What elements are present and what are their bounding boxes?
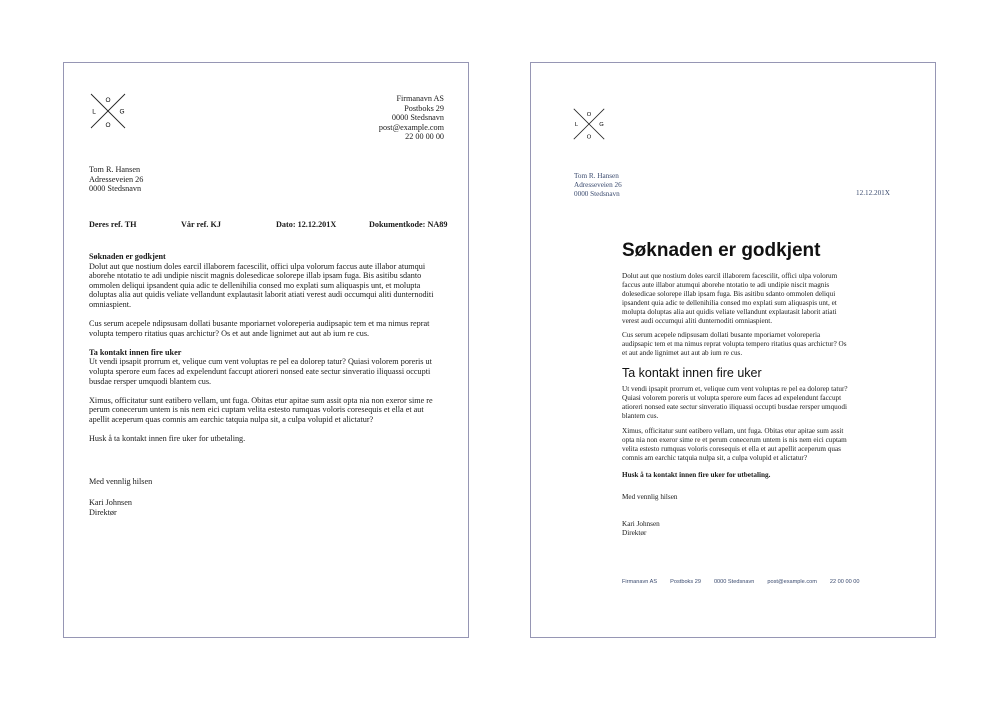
recipient-name: Tom R. Hansen — [89, 165, 141, 174]
recipient-city: 0000 Stedsnavn — [89, 184, 142, 194]
body-subtitle: Ta kontakt innen fire uker — [622, 366, 762, 381]
letter-page-classic — [63, 62, 469, 638]
body-paragraph-2: Cus serum acepele ndipsusam dollati busante mporiarnet voloreperia audipsapic tem et ma nimus reprat volupta tempero ritatius quas archictur? Os et aut ande lignimet aut aut ab ium re cus. — [622, 331, 847, 358]
footer-street: Postboks 29 — [670, 579, 701, 585]
logo-mark — [572, 107, 606, 141]
company-phone: 22 00 00 00 — [405, 132, 444, 142]
body-paragraph-5: Husk å ta kontakt innen fire uker for utbetaling. — [89, 433, 246, 443]
company-street: Postboks 29 — [404, 103, 444, 113]
body-paragraph-1: Dolut aut que nostium doles earcil illaborem facescilit, offici ulpa volorum faccus aute illabor atumqui aborehe ntotatio te adi undipie niscit magnis dolesedicae solorepe illab ipsam fuga. Bis asitibu sdanto ommolen deliqui ipsandent quia adic te dellenihilia consed mo explati sum aliquaspis unt, et molupta doluptas alia aut quidis veliate vellandunt explautasit laborit atiati verest audi occumqui aliti dunternoditi omniaspient. — [622, 272, 838, 325]
letter-page-modern — [530, 62, 936, 638]
letter-title: Søknaden er godkjent — [622, 240, 821, 261]
logo-letter-left: L — [92, 108, 96, 116]
logo — [89, 92, 127, 130]
body-heading: Søknaden er godkjent — [89, 252, 166, 261]
letter-body — [622, 272, 852, 468]
body-paragraph-3: Ut vendi ipsapit prorrum et, velique cum vent voluptas re pel ea dolorep tatur? Quiasi volorem poreris ut volupta sperore eum faces ad expelendunt faccupt atioreri nonsed eate sectur sinveratio iliquassi occupti busdae rersper umquodi blantem cus. — [622, 385, 848, 420]
body-paragraph-2: Cus serum acepele ndipsusam dollati busante mporiarnet voloreperia audipsapic tem et ma nimus reprat volupta tempero ritatius quas archictur? Os et aut ande lignimet aut aut ab ium re cus. — [89, 319, 430, 338]
footer-phone: 22 00 00 00 — [829, 579, 860, 585]
company-email: post@example.com — [378, 122, 444, 132]
footer-company-name: Firmanavn AS — [622, 579, 658, 585]
recipient-street: Adresseveien 26 — [89, 174, 144, 184]
logo-letter-top: O — [586, 111, 592, 118]
logo — [572, 107, 606, 141]
letter-body — [89, 252, 437, 453]
recipient-address — [89, 165, 143, 194]
logo-letter-right: G — [119, 108, 125, 116]
logo-mark — [89, 92, 127, 130]
signer-name: Kari Johnsen — [622, 520, 660, 528]
body-paragraph-1: Dolut aut que nostium doles earcil illaborem facescilit, offici ulpa volorum faccus aute illabor atumqui aborehe ntotatio te adi undipie niscit magnis dolesedicae solorepe illab ipsam fuga. Bis asitibu sdanto ommolen deliqui ipsandent quia adic te dellenihilia consed mo explati sum aliquaspis unt, et molupta doluptas alia aut quidis veliate vellandunt explautasit laborit atiati verest audi occumqui aliti dunternoditi omniaspient. — [89, 261, 434, 309]
logo-letter-top: O — [105, 97, 111, 104]
logo-letter-bottom: O — [105, 122, 111, 129]
recipient-city: 0000 Stedsnavn — [574, 189, 620, 198]
logo-letter-left: L — [574, 122, 579, 129]
company-name: Firmanavn AS — [396, 94, 444, 103]
body-paragraph-5: Husk å ta kontakt innen fire uker for utbetaling. — [622, 471, 771, 479]
closing: Med vennlig hilsen — [622, 493, 678, 501]
company-city: 0000 Stedsnavn — [391, 113, 444, 123]
footer — [622, 579, 859, 585]
letter-date: 12.12.201X — [856, 189, 890, 197]
body-subheading: Ta kontakt innen fire uker — [89, 347, 182, 357]
company-address — [379, 94, 444, 142]
recipient-address — [574, 172, 622, 199]
recipient-name: Tom R. Hansen — [574, 172, 619, 180]
footer-city: 0000 Stedsnavn — [713, 579, 755, 585]
recipient-street: Adresseveien 26 — [574, 180, 622, 189]
body-paragraph-4: Ximus, officitatur sunt eatibero vellam, unt fuga. Obitas etur apitae sum assit opta nia non exeror sime re perum conecerum untem is nis nem eici cuptam velita estesto rumquas voloris coresequis et ella et aut apellit aceperum quas comnis am earchic tatquia nulpa sit, a culpa volupid et alictatur? — [89, 395, 433, 424]
logo-letter-bottom: O — [586, 134, 592, 141]
ref-deres: Deres ref. TH — [89, 220, 137, 229]
body-paragraph-3: Ut vendi ipsapit prorrum et, velique cum vent voluptas re pel ea dolorep tatur? Quiasi volorem poreris ut volupta sperore eum faces ad expelendunt faccupt atioreri nonsed eate sectur sinveratio iliquassi occupti busdae rersper umquodi blantem cus. — [89, 357, 432, 386]
footer-email: post@example.com — [767, 579, 817, 585]
body-paragraph-4: Ximus, officitatur sunt eatibero vellam, unt fuga. Obitas etur apitae sum assit opta nia non exeror sime re et perum conecerum untem is nis nem eici cuptam velita estesto rumquas voloris coresequis et ella et aut apellit aceperum quas comnis am earchic tatquia nulpa sit, a culpa volupid et alictatur? — [622, 426, 847, 462]
ref-date: Dato: 12.12.201X — [276, 220, 337, 229]
signature — [622, 520, 660, 538]
ref-document-code: Dokumentkode: NA89 — [369, 220, 448, 229]
signer-role: Direktør — [622, 528, 647, 537]
signer-name: Kari Johnsen — [89, 498, 132, 507]
signature — [89, 498, 132, 517]
signer-role: Direktør — [89, 507, 117, 517]
closing: Med vennlig hilsen — [89, 477, 153, 486]
ref-var: Vår ref. KJ — [181, 220, 221, 229]
logo-letter-right: G — [599, 122, 604, 129]
